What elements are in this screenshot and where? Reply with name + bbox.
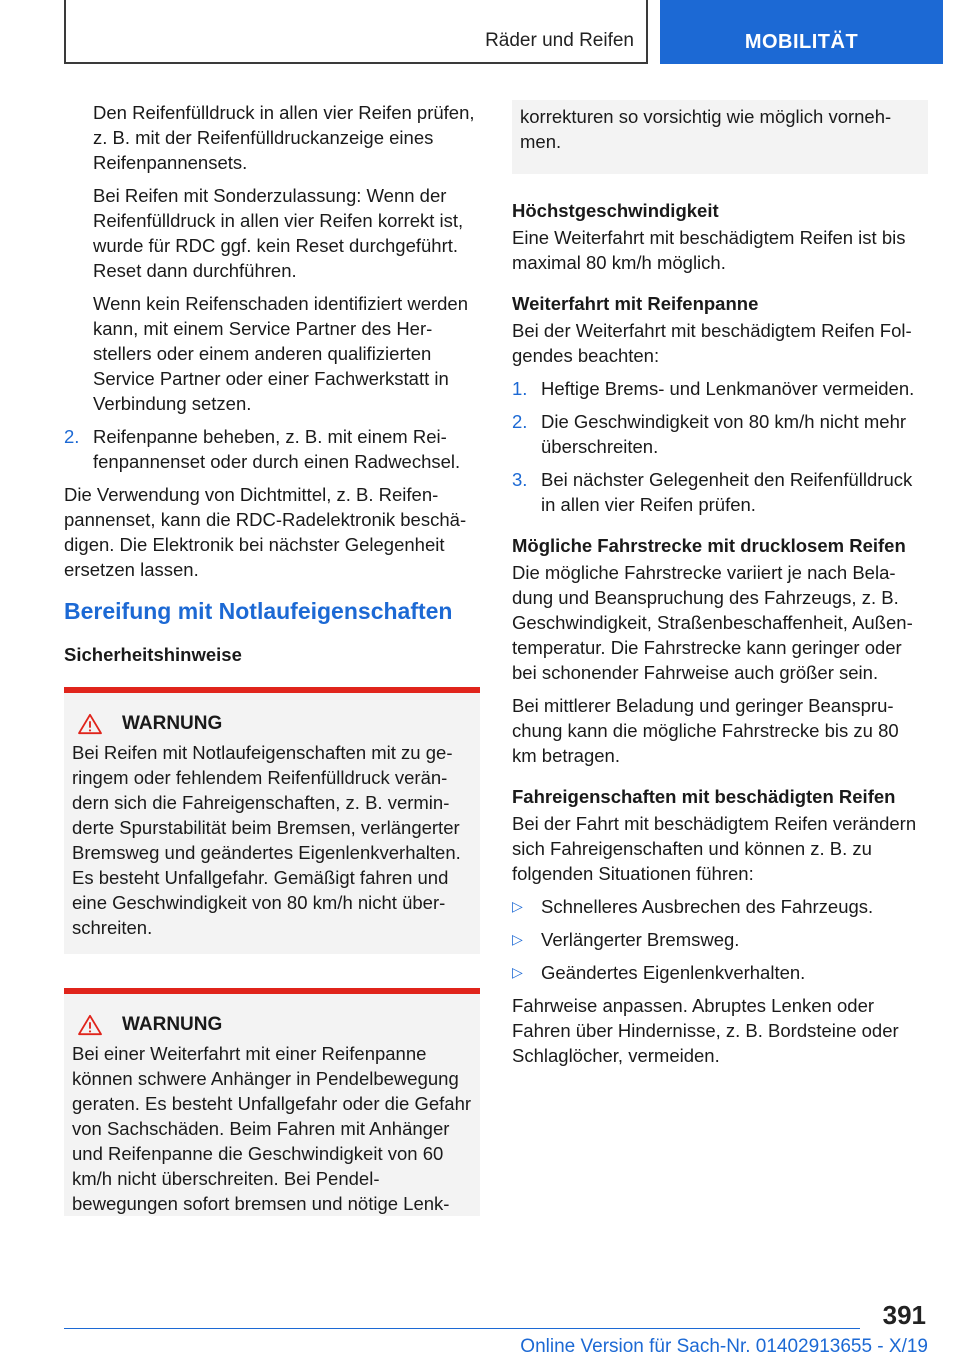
paragraph: Den Reifenfülldruck in allen vier Reifen prüfen, z. B. mit der Reifenfülldruckanzeige eines Reifenpannensets. [93,102,475,173]
paragraph: Die Verwendung von Dichtmittel, z. B. Reifenpannenset, kann die RDC-Radelektronik beschädigen. Die Elektronik bei nächster Gelegenheit ersetzen lassen. [64,484,467,580]
list-text: Die Geschwindigkeit von 80 km/h nicht mehr überschreiten. [541,411,907,457]
paragraph: Die mögliche Fahrstrecke variiert je nach Beladung und Beanspruchung des Fahrzeugs, z. B. Geschwindigkeit, Straßenbeschaffenheit, Außentemperatur. Die Fahrstrecke kann geringer oder bei schonender Fahrweise auch größer sein. [512,562,913,683]
footer-text: Online Version für Sach-Nr. 01402913655 - X/19 [520,1336,928,1357]
section-title: Räder und Reifen [485,30,634,51]
warning-text: Bei einer Weiterfahrt mit einer Reifenpanne können schwere Anhänger in Pendelbewegung geraten. Es besteht Unfallgefahr oder die Gefahr von Sachschäden. Beim Fahren mit Anhänger und Reifenpanne die Geschwindigkeit von 60 km/h nicht überschreiten. Bei Pendelbewegungen sofort bremsen und nötige Lenk- [72,1043,472,1214]
right-column [512,100,928,1076]
paragraph: Bei mittlerer Beladung und geringer Beanspruchung kann die mögliche Fahrstrecke bis zu 80 km betragen. [512,695,899,766]
subsection-heading: Mögliche Fahrstrecke mit drucklosem Reifen [512,535,906,556]
left-column [64,100,480,1216]
page-number: 391 [882,1300,926,1330]
list-number: 1. [512,378,528,399]
bullet-triangle-icon: ▷ [512,931,523,947]
bullet-text: Verlängerter Bremsweg. [541,929,740,950]
list-number: 2. [64,426,80,447]
bullet-item [512,960,928,985]
warning-title: WARNUNG [122,1014,223,1035]
warning-continuation: korrekturen so vorsichtig wie möglich vornehmen. [512,100,928,174]
paragraph: Wenn kein Reifenschaden identifiziert werden kann, mit einem Service Partner des Herstellers oder einem anderen qualifizierten Service Partner oder einer Fachwerkstatt in Verbindung setzen. [93,293,469,414]
list-item [512,409,928,459]
chapter-tab: MOBILITÄT [660,0,943,64]
bullet-text: Schnelleres Ausbrechen des Fahrzeugs. [541,896,874,917]
bullet-triangle-icon: ▷ [512,898,523,914]
bullet-triangle-icon: ▷ [512,964,523,980]
paragraph: Bei der Weiterfahrt mit beschädigtem Reifen Folgendes beachten: [512,320,912,366]
list-text: Bei nächster Gelegenheit den Reifenfülldruck in allen vier Reifen prüfen. [541,469,913,515]
list-item [512,376,928,401]
footer-divider [64,1328,860,1329]
bullet-text: Geändertes Eigenlenkverhalten. [541,962,806,983]
header-frame [64,0,648,64]
list-item [512,467,928,517]
warning-triangle-icon [76,1014,104,1036]
subsection-heading: Höchstgeschwindigkeit [512,200,719,221]
paragraph: Fahrweise anpassen. Abruptes Lenken oder Fahren über Hindernisse, z. B. Bordsteine oder Schlaglöcher, vermeiden. [512,995,899,1066]
subsection-heading: Sicherheitshinweise [64,644,242,665]
warning-triangle-icon [76,713,104,735]
paragraph: Bei Reifen mit Sonderzulassung: Wenn der Reifenfülldruck in allen vier Reifen korrekt ist, wurde für RDC ggf. kein Reset durchgeführt. Reset dann durchführen. [93,185,464,281]
bullet-item [512,894,928,919]
list-item [64,424,480,474]
warning-box [64,988,480,1216]
bullet-item [512,927,928,952]
list-text: Reifenpanne beheben, z. B. mit einem Reifenpannenset oder durch einen Radwechsel. [93,426,461,472]
warning-title: WARNUNG [122,713,223,734]
list-text: Heftige Brems- und Lenkmanöver vermeiden. [541,378,915,399]
subsection-heading: Fahreigenschaften mit beschädigten Reifen [512,786,896,807]
warning-box [64,687,480,954]
subsection-heading: Weiterfahrt mit Reifenpanne [512,293,759,314]
paragraph: Bei der Fahrt mit beschädigtem Reifen verändern sich Fahreigenschaften und können z. B. zu folgenden Situationen führen: [512,813,917,884]
list-number: 2. [512,411,528,432]
paragraph: Eine Weiterfahrt mit beschädigtem Reifen ist bis maximal 80 km/h möglich. [512,227,906,273]
list-number: 3. [512,469,528,490]
section-heading: Bereifung mit Notlaufeigenschaften [64,598,453,624]
warning-text: Bei Reifen mit Notlaufeigenschaften mit zu geringem oder fehlendem Reifenfülldruck verändern sich die Fahreigenschaften, z. B. verminderte Spurstabilität beim Bremsen, verlängerter Bremsweg und geändertes Eigenlenkverhalten. Es besteht Unfallgefahr. Gemäßigt fahren und eine Geschwindigkeit von 80 km/h nicht überschreiten. [72,742,461,938]
